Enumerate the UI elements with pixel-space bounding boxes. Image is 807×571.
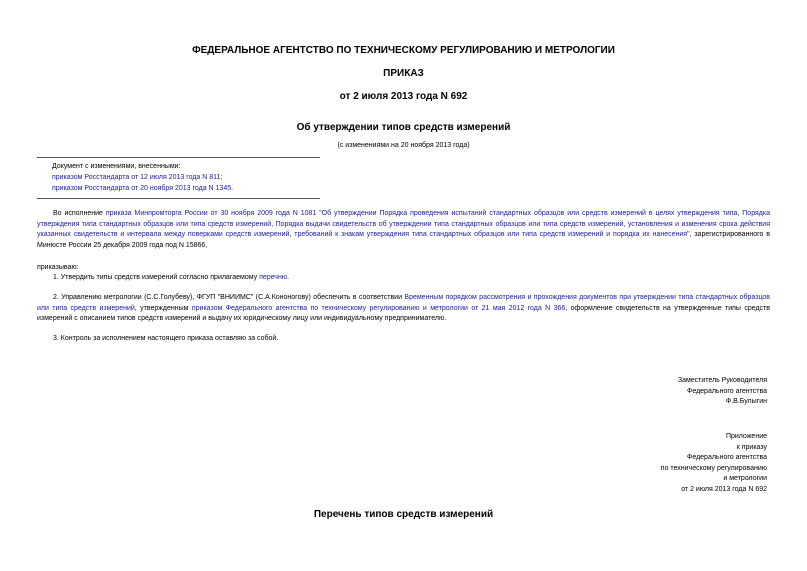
- signature-block: [567, 376, 767, 408]
- list-link[interactable]: перечню: [259, 274, 288, 281]
- order-word: приказываю:: [37, 264, 79, 271]
- order-366-link[interactable]: приказом Федерального агентства по техническому регулированию и метрологии от 21 мая 2012 года N 366: [191, 304, 566, 312]
- item-2: [37, 293, 770, 325]
- temporary-procedure-link[interactable]: Временным порядком рассмотрения и прохождения документов при утверждении типа стандартных образцов или типа средств измерений: [37, 294, 771, 312]
- change-link-811[interactable]: приказом Росстандарта от 12 июля 2013 года N 811;: [52, 174, 223, 181]
- item-3: 3. Контроль за исполнением настоящего приказа оставляю за собой.: [53, 335, 279, 342]
- changes-intro: Документ с изменениями, внесенными:: [52, 163, 181, 170]
- document-type: ПРИКАЗ: [383, 68, 424, 79]
- appendix-line: Приложение: [725, 433, 767, 440]
- changes-top-divider: [37, 157, 320, 158]
- document-date: от 2 июля 2013 года N 692: [339, 91, 468, 102]
- appendix-line: Федерального агентства: [687, 454, 767, 461]
- item-2-suffix: , оформление свидетельств на утвержденные типы средств измерений с описанием типов средств измерений и выдачу их юридическому лицу или индивидуальному предпринимателю.: [37, 304, 770, 322]
- changes-bottom-divider: [37, 198, 320, 199]
- signature-position: Заместитель Руководителя: [677, 377, 767, 384]
- appendix-line: к приказу: [736, 443, 767, 451]
- appendix-line: от 2 июля 2013 года N 692: [681, 485, 767, 493]
- item-1-prefix: 1. Утвердить типы средств измерений согласно прилагаемому: [53, 274, 260, 281]
- change-link-1345[interactable]: приказом Росстандарта от 20 ноября 2013 года N 1345.: [52, 185, 234, 192]
- item-2-prefix: 2. Управлению метрологии (С.С.Голубеву), ФГУП "ВНИИМС" (С.А.Кононогову) обеспечить в соответствии: [53, 294, 405, 301]
- changes-block: [52, 161, 233, 194]
- amendment-note: (с изменениями на 20 ноября 2013 года): [337, 142, 470, 149]
- preamble-order-link[interactable]: приказа Минпромторга России от 30 ноября 2009 года N 1081 "Об утверждении Порядка проведения испытаний стандартных образцов или средств измерений в целях утверждения типа, Порядка утверждения типа стандартных образцов или типа средств измерений, Порядка выдачи свидетельств об утверждении типа стандартных образцов или типа средств измерений, установления и изменения срока действия указанных свидетельств и интервала между поверками средств измерений, требований к знакам утверждения типа стандартных образцов или типа средств измерений и порядка их нанесения": [37, 210, 770, 238]
- preamble-prefix: Во исполнение: [53, 210, 106, 217]
- appendix-line: и метрологии: [723, 475, 767, 482]
- preamble-suffix: , зарегистрированного в Минюсте России 25 декабря 2009 года под N 15866,: [37, 231, 770, 249]
- list-title: Перечень типов средств измерений: [313, 509, 494, 520]
- signature-agency: Федерального агентства: [687, 387, 767, 395]
- appendix-line: по техническому регулированию: [660, 464, 767, 472]
- item-1-suffix: .: [287, 274, 290, 281]
- item-1: [37, 273, 770, 284]
- item-2-mid: , утвержденным: [134, 304, 192, 312]
- agency-name: ФЕДЕРАЛЬНОЕ АГЕНТСТВО ПО ТЕХНИЧЕСКОМУ РЕГУЛИРОВАНИЮ И МЕТРОЛОГИИ: [192, 45, 615, 56]
- preamble-paragraph: [37, 209, 770, 251]
- appendix-block: [567, 432, 767, 495]
- signature-name: Ф.В.Булыгин: [725, 398, 767, 405]
- document-title: Об утверждении типов средств измерений: [296, 122, 511, 133]
